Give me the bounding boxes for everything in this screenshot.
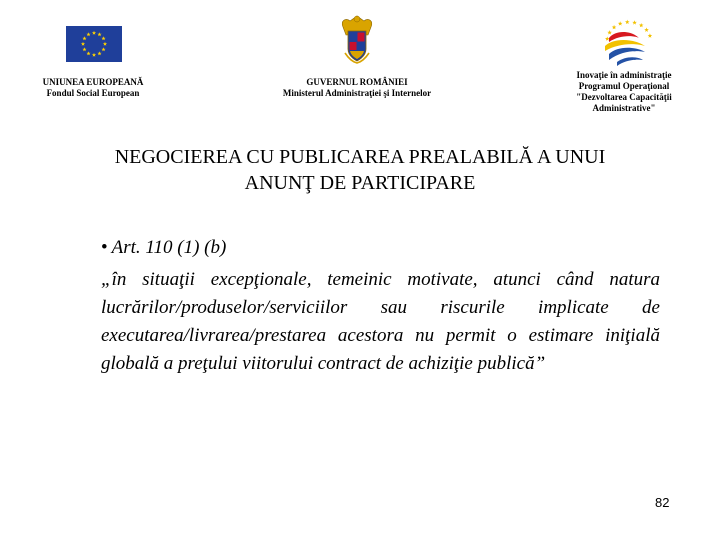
logo-star-icon xyxy=(648,33,653,37)
government-title: GUVERNUL ROMÂNIEI xyxy=(306,77,408,87)
bullet: • xyxy=(101,237,108,258)
program-line-1: Inovaţie în administraţie xyxy=(576,70,672,80)
article-reference-text: Art. 110 (1) (b) xyxy=(111,237,227,258)
logo-star-icon xyxy=(639,23,644,27)
government-header-text xyxy=(262,77,452,99)
quoted-article-text: „în situaţii excepţionale, temeinic motivate, atunci când natura lucrărilor/produselor/serviciilor sau riscurile implicate de executarea/livrarea/prestarea acestora nu permit o estimare iniţială globală a preţului viitorului contract de achiziţie publică” xyxy=(101,269,660,374)
program-line-3: "Dezvoltarea Capacităţii xyxy=(576,92,672,102)
logo-star-icon xyxy=(607,30,612,34)
slide-title-line-2: ANUNŢ DE PARTICIPARE xyxy=(244,172,476,194)
eu-title: UNIUNEA EUROPEANĂ xyxy=(42,77,144,87)
slide-title xyxy=(30,144,690,196)
eu-header-text xyxy=(26,77,160,99)
ministry-subtitle: Ministerul Administraţiei şi Internelor xyxy=(282,88,432,98)
logo-star-icon xyxy=(618,21,623,25)
logo-star-icon xyxy=(625,20,630,24)
pody-logo-icon xyxy=(595,16,657,70)
logo-star-icon xyxy=(605,36,610,40)
logo-star-icon xyxy=(612,25,617,29)
logo-star-icon xyxy=(632,20,637,24)
article-reference xyxy=(101,236,226,260)
program-line-2: Programul Operaţional xyxy=(578,81,670,91)
program-line-4: Administrative" xyxy=(592,103,656,113)
slide-title-line-1: NEGOCIEREA CU PUBLICAREA PREALABILĂ A UNUI xyxy=(114,146,606,168)
program-header-text xyxy=(556,70,692,114)
romania-coat-of-arms-icon xyxy=(340,13,374,65)
eu-flag-icon xyxy=(66,26,122,62)
eu-subtitle: Fondul Social European xyxy=(46,88,140,98)
page-number: 82 xyxy=(655,495,670,510)
logo-star-icon xyxy=(644,28,649,32)
